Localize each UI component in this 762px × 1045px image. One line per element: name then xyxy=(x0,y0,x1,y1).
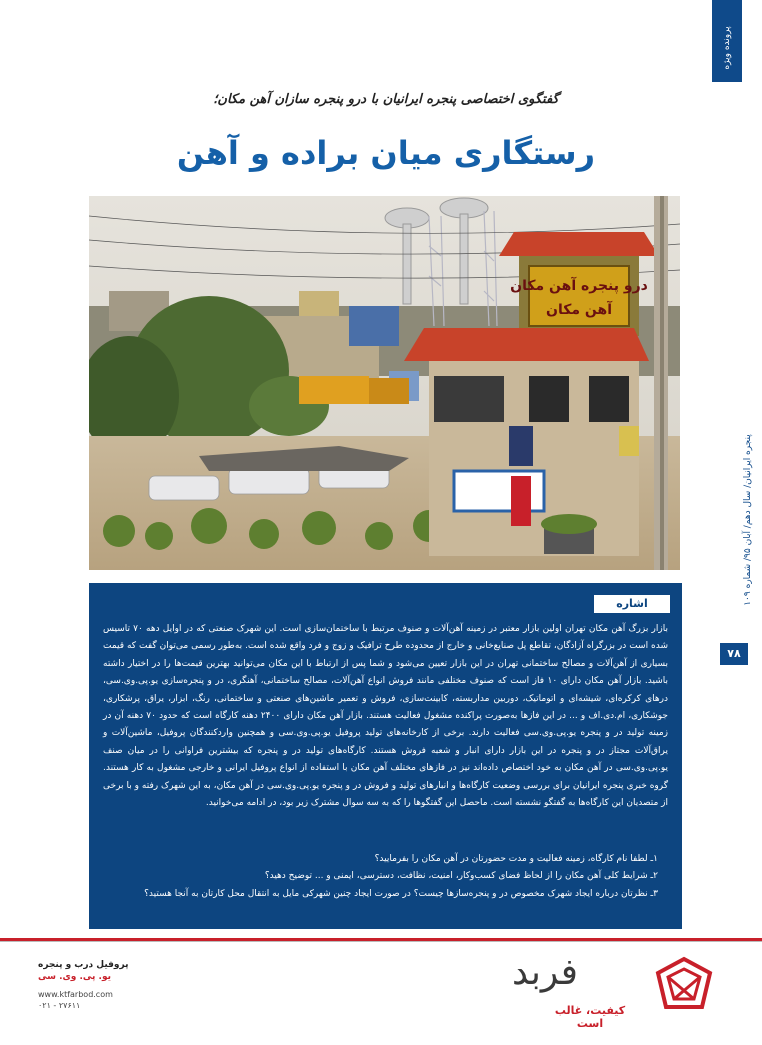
ad-phone: ۰۲۱ - ۲۷۶۱۱ xyxy=(38,1001,81,1010)
brand-name xyxy=(455,948,635,998)
issue-info xyxy=(740,420,756,620)
question-item: ۲ـ شرایط کلی آهن مکان را از لحاظ فضای کسب‌وکار، امنیت، نظافت، دسترسی، ایمنی و ... توضیح دهید؟ xyxy=(264,871,658,882)
ad-product-line: پروفیل درب و پنجره xyxy=(38,960,129,970)
intro-box xyxy=(89,583,682,929)
section-tab xyxy=(712,0,742,82)
sign-line-1: درو پنجره آهن مکان xyxy=(510,278,648,294)
question-item: ۳ـ نظرتان درباره ایجاد شهرک مخصوص در و پنجره‌سازها چیست؟ در صورت ایجاد چنین شهرکی مایل به انتقال محل کارتان به آنجا هستید؟ xyxy=(144,888,658,899)
brand-logo-icon xyxy=(654,955,714,1013)
brand-slogan: کیفیت، غالب است xyxy=(554,1004,626,1030)
intro-label: اشاره xyxy=(594,595,670,613)
question-item: ۱ـ لطفا نام کارگاه، زمینه فعالیت و مدت حضورتان در آهن مکان را بفرمایید؟ xyxy=(374,854,658,864)
article-title: رستگاری میان براده و آهن xyxy=(176,134,596,172)
page-number: ۷۸ xyxy=(720,643,748,665)
article-photo xyxy=(89,196,680,570)
sign-line-2: آهن مکان xyxy=(546,302,612,318)
issue-info-text: پنجره ایرانیان/ سال دهم/ آبان ۹۵/ شماره ۱۰۹ xyxy=(743,434,753,606)
section-tab-label: پرونده ویژه xyxy=(722,26,732,70)
footer-ad xyxy=(38,960,146,1010)
intro-body: بازار بزرگ آهن مکان تهران اولین بازار معتبر در زمینه آهن‌آلات و صنوف مرتبط با ساختمان‌سازی است. این شهرک صنعتی که در اوایل دهه ۷۰ تاسیس شده است در بزرگراه آزادگان، تقاطع پل صنایع‌خانی و خارج از محدوده طرح ترافیک و زوج و فرد واقع شده است. به‌طور رسمی می‌توان گفت که قیمت بسیاری از آهن‌آلات و مصالح ساختمانی تهران در این بازار تعیین می‌شود و شما پس از ارتباط با این مکان می‌توانید بهترین قیمت‌ها را در اختیار داشته باشید. بازار آهن مکان دارای ۱۰ فاز است که صنوف مختلفی مانند فروش انواع آهن‌آلات، مصالح ساختمانی، آهنگری، در و پنجره‌سازی یو.پی.وی.سی، درهای کرکره‌ای، شیشه‌ای و اتوماتیک، دوربین مداربسته، کابینت‌سازی، فروش و تعمیر ماشین‌های صنعتی و ساختمانی، رنگ، ابزار، یراق، پرشکاری، جوشکاری، ام.دی.اف و ... در این فازها به‌صورت پراکنده مشغول فعالیت هستند. بازار آهن مکان دارای ۲۴۰۰ دهنه کارگاه است که حدود ۷۰ دهنه آن در زمینه تولید در و پنجره یو.پی.وی.سی فعالیت دارند. برخی از کارخانه‌های تولید پروفیل یو.پی.وی.سی و همچنین واردکنندگان پروفیل، ماشین‌آلات و یراق‌آلات مجتاز در و پنجره در این بازار دارای انبار و شعبه فروش هستند. کارگاه‌های تولید در و پنجره که بیشترین فراوانی را در میان صنف یو.پی.وی.سی در آهن مکان به خود اختصاص داده‌اند نیز در فازهای مختلف آهن مکان با استفاده از انواع پروفیل ایرانی و خارجی مشغول به کار هستند. گروه خبری پنجره ایرانیان برای بررسی وضعیت کارگاه‌ها و انبارهای تولید و فروش در و پنجره یو.پی.وی.سی در آهن مکان، به این شهرک رفته و با برخی از متصدیان این کارگاه‌ها به گفتگو نشسته است. ماحصل این گفتگوها را که به سه سوال مشترک زیر بود، در ادامه می‌خوانید. xyxy=(103,624,668,809)
brand-name-text: فربد xyxy=(512,952,578,993)
ad-material-line: یو. پی. وی. سی xyxy=(38,972,111,982)
footer-grey-rule xyxy=(0,941,762,942)
question-list xyxy=(129,851,658,903)
ad-website: www.ktfarbod.com xyxy=(38,990,113,999)
article-supertitle: گفتگوی اختصاصی پنجره ایرانیان با درو پنجره سازان آهن مکان؛ xyxy=(213,92,559,107)
